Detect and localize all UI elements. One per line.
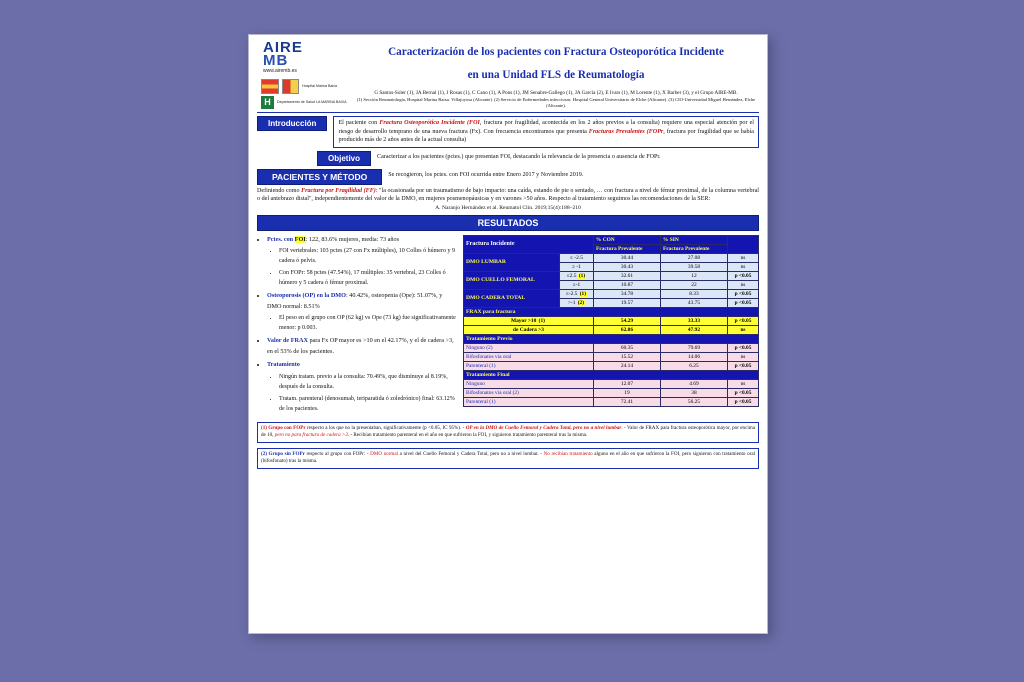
row-marker: (1) xyxy=(579,290,587,297)
cell-sin: 4.69 xyxy=(660,379,727,388)
table-group-header xyxy=(464,307,759,316)
cell-pvalue: p <0.05 xyxy=(728,289,759,298)
title-block xyxy=(353,41,759,109)
department-label: Departamento de Salud LA MARINA BAIXA xyxy=(277,100,347,105)
finding-item xyxy=(267,291,457,333)
poster-title-line2: en una Unidad FLS de Reumatología xyxy=(467,69,645,81)
cell-sin: 56.25 xyxy=(660,397,727,406)
metodo-part-2: : "la ocasionada por un traumatismo de bajo impacto: una caída, estando de pie o sentado, … con fractura a nivel de fémur proximal, de la columna vertebral o del antebrazo distal", independientemente del valor de la DMO, en mujeres posmenopáusicas y en varones >50 años. Respecto al tratamiento seguimos las recomendaciones de la SER: xyxy=(257,187,759,203)
header-con-bot: Fractura Prevalente xyxy=(593,244,660,253)
logo-block xyxy=(257,41,349,109)
cell-sin: 8.33 xyxy=(660,289,727,298)
header-p xyxy=(728,235,759,253)
group-label: FRAX para fractura xyxy=(464,307,759,316)
logo-line2: MB xyxy=(263,52,289,69)
footnote-2-end: alguno en el año en que sufrieron la FOI, pero siguieron con tratamiento oral (bifosfonato) tras la misma. xyxy=(261,450,756,465)
results-table-head xyxy=(464,235,759,253)
group-label: Tratamiento Final xyxy=(464,370,759,379)
cell-con: 10.87 xyxy=(593,280,660,289)
cell-pvalue: ns xyxy=(728,253,759,262)
finding-text xyxy=(267,236,399,243)
intro-part-2: , fractura por fragilidad, acontecida en los 2 años previos a la consulta) requiere una especial atención por el riesgo de desarrollo temprano de una nueva fractura (Fx). Con frecuencia encontramos que presenta xyxy=(338,120,754,135)
table-header-row xyxy=(464,235,759,244)
table-group-header xyxy=(464,334,759,343)
row-marker: (1) xyxy=(578,272,586,279)
poster-title-line1: Caracterización de los pacientes con Fractura Osteoporótica Incidente xyxy=(388,46,724,58)
cell-con: 19.57 xyxy=(593,298,660,307)
row-cutoff: de Cadera >3 xyxy=(464,325,594,334)
hospital-label: Hospital Marina Baixa xyxy=(302,84,337,89)
introduccion-text xyxy=(333,116,759,148)
cell-con: 62.86 xyxy=(593,325,660,334)
cell-sin: 27.08 xyxy=(660,253,727,262)
cell-sin: 6.25 xyxy=(660,361,727,370)
cell-con: 30.44 xyxy=(593,253,660,262)
finding-text-part: Osteoporosis (OP) en la DMO xyxy=(267,292,346,300)
cell-sin: 12 xyxy=(660,271,727,280)
cell-sin: 14.06 xyxy=(660,352,727,361)
table-row xyxy=(464,271,759,280)
finding-text xyxy=(267,292,442,310)
results-table-body xyxy=(464,253,759,406)
objetivo-text: Caracterizar a los pacientes (pctes.) que presentan FOI, destacando la relevancia de la presencia o ausencia de FOPr. xyxy=(377,153,661,160)
finding-text-part: FOI xyxy=(294,235,306,243)
row-cutoff: >-1 (2) xyxy=(559,298,593,307)
cell-pvalue: p <0.05 xyxy=(728,361,759,370)
row-marker: (2) xyxy=(486,344,493,351)
finding-subitem: • Con FOPr: 58 pctes (47.54%), 17 múltiples: 35 vertebral, 23 Colles ó húmero y 5 cadera ó fémur proximal. xyxy=(279,268,457,288)
logo-line1: AIRE xyxy=(263,39,303,56)
flag-icon xyxy=(261,79,279,94)
cell-sin: 79.69 xyxy=(660,343,727,352)
header-sin-bot: Fractura Prevalente xyxy=(660,244,727,253)
section-objetivo xyxy=(257,151,759,166)
row-cutoff: Bifosfonatos via oral xyxy=(464,352,594,361)
metodo-intro-text: Se recogieron, los pctes. con FOI ocurrida entre Enero 2017 y Noviembre 2019. xyxy=(388,171,584,178)
hospital-h-icon: H xyxy=(261,96,274,109)
section-pacientes-metodo xyxy=(257,169,759,185)
table-row xyxy=(464,289,759,298)
row-marker: (1) xyxy=(489,362,496,369)
finding-text xyxy=(267,361,300,368)
row-cutoff: ≥-1 xyxy=(559,280,593,289)
poster-header xyxy=(257,41,759,109)
row-marker: (2) xyxy=(512,389,519,396)
footnote-1-emph-1: OP en la DMO de Cuello Femoral y Cadera Total, pero no a nivel lumbar xyxy=(465,424,622,431)
cell-pvalue: p <0.05 xyxy=(728,343,759,352)
metodo-reference: A. Naranjo Hernández et al. Reumatol Clin. 2019;15(4):188–210 xyxy=(435,204,581,211)
cell-con: 30.43 xyxy=(593,262,660,271)
results-table-column xyxy=(463,235,759,417)
header-fractura-incidente: Fractura Incidente xyxy=(464,235,594,253)
table-row xyxy=(464,361,759,370)
cell-pvalue: p <0.05 xyxy=(728,316,759,325)
affiliation-list: (1) Sección Reumatología, Hospital Marina Baixa. Villajoyosa (Alicante). (2) Servicio de Enfermedades infecciosas. Hospital General Universitario de Elche (Alicante). (3) CIO-Universidad Miguel Hernández, Elche (Alicante). xyxy=(356,96,756,108)
footnote-2-text: respecto al grupo con FOPr: - xyxy=(304,450,371,457)
cell-con: 19 xyxy=(593,388,660,397)
row-cutoff: Bifosfonatos via oral (2) xyxy=(464,388,594,397)
cell-sin: 47.92 xyxy=(660,325,727,334)
row-cutoff: ≤ -2.5 xyxy=(559,253,593,262)
header-con-top: % CON xyxy=(593,235,660,244)
table-row xyxy=(464,379,759,388)
cell-con: 34.78 xyxy=(593,289,660,298)
cell-sin: 39.58 xyxy=(660,262,727,271)
metodo-label: PACIENTES Y MÉTODO xyxy=(257,169,382,185)
cell-pvalue: p <0.05 xyxy=(728,388,759,397)
section-introduccion xyxy=(257,116,759,148)
finding-sublist xyxy=(267,246,457,288)
cell-con: 60.35 xyxy=(593,343,660,352)
row-marker: (2) xyxy=(577,299,585,306)
intro-part-1: El paciente con xyxy=(338,120,380,126)
cell-pvalue: p <0.05 xyxy=(728,397,759,406)
footnote-1 xyxy=(257,422,759,443)
finding-text-part: Tratamiento xyxy=(267,361,300,369)
objetivo-label: Objetivo xyxy=(317,151,371,166)
cell-con: 15.52 xyxy=(593,352,660,361)
cell-con: 32.61 xyxy=(593,271,660,280)
footnote-1-key: (1) Grupo con FOPr xyxy=(261,424,306,431)
cell-pvalue: p <0.05 xyxy=(728,298,759,307)
footnote-1-emph-2: pero no para fractura de cadera >3 xyxy=(274,432,348,439)
cell-sin: 22 xyxy=(660,280,727,289)
intro-emph-2: Fracturas Prevalentes (FOPr xyxy=(588,128,664,135)
cell-pvalue: ns xyxy=(728,325,759,334)
finding-subitem: • Tratam. parenteral (denosumab, teriparatida ó zoledrónico) final: 63.12% de los pacientes. xyxy=(279,394,457,414)
emblem-icon xyxy=(282,79,299,94)
results-body xyxy=(257,235,759,417)
row-group-label: DMO CADERA TOTAL xyxy=(464,289,560,307)
footnote-2-emph-2: No recibían tratamiento xyxy=(543,450,593,457)
cell-con: 12.07 xyxy=(593,379,660,388)
footnote-2-emph-1: DMO normal xyxy=(370,450,399,457)
table-row xyxy=(464,352,759,361)
cell-pvalue: p <0.05 xyxy=(728,271,759,280)
cell-pvalue: ns xyxy=(728,280,759,289)
row-cutoff: Mayor >10 (1) xyxy=(464,316,594,325)
header-sin-top: % SIN xyxy=(660,235,727,244)
cell-sin: 43.75 xyxy=(660,298,727,307)
poster xyxy=(248,34,768,634)
row-cutoff: ≤-2.5 (1) xyxy=(559,289,593,298)
logo-row-2 xyxy=(257,96,349,109)
finding-subitem: • FOI vertebrales: 103 pctes (27 con Fx múltiples), 10 Colles ó húmero y 9 cadera ó pelvis. xyxy=(279,246,457,266)
group-label: Tratamiento Previo xyxy=(464,334,759,343)
row-cutoff: Ninguno (2) xyxy=(464,343,594,352)
findings-column xyxy=(257,235,457,417)
table-group-header xyxy=(464,370,759,379)
finding-subitem: • Ningún tratam. previo a la consulta: 70.49%, que disminuye al 8.19%, después de la consulta. xyxy=(279,372,457,392)
footnote-1-end: . - Recibían tratamiento parenteral en el año en que sufrieron la FOI, y siguieron tratamiento parenteral tras la misma. xyxy=(347,432,588,439)
metodo-part-1: Definiendo como xyxy=(257,187,302,194)
logo-url: www.airemb.es xyxy=(263,68,297,74)
cell-pvalue: ns xyxy=(728,379,759,388)
metodo-definition xyxy=(257,187,759,204)
finding-text-part: : 40.42%, osteopenia (Ope): 51.07%, y DMO normal: 8.51% xyxy=(267,292,443,310)
intro-part-3: , fractura por fragilidad que se había producido más de 2 años antes de la actual consulta) xyxy=(338,128,754,144)
table-row xyxy=(464,397,759,406)
row-cutoff: ≤2.5 (1) xyxy=(559,271,593,280)
table-row xyxy=(464,388,759,397)
cell-con: 72.41 xyxy=(593,397,660,406)
introduccion-label: Introducción xyxy=(257,116,327,131)
cell-pvalue: ns xyxy=(728,352,759,361)
logo-row-1 xyxy=(257,79,349,94)
results-table xyxy=(463,235,759,407)
cell-con: 24.14 xyxy=(593,361,660,370)
footnote-2 xyxy=(257,448,759,469)
header-divider xyxy=(257,112,759,113)
row-cutoff: Parenteral (1) xyxy=(464,397,594,406)
resultados-banner: RESULTADOS xyxy=(257,215,759,231)
aire-logo xyxy=(257,41,349,67)
row-group-label: DMO LUMBAR xyxy=(464,253,560,271)
row-cutoff: ≥ -1 xyxy=(559,262,593,271)
finding-text-part: para Fx OP mayor es >10 en el 42.17%, y el de cadera >3, en el 53% de los pacientes. xyxy=(267,337,454,355)
footnote-2-mid: a nivel del Cuello Femoral y Cadera Total, pero no a nivel lumbar. - xyxy=(398,450,544,457)
footnote-2-key: (2) Grupo sin FOPr xyxy=(261,450,305,457)
cell-sin: 38 xyxy=(660,388,727,397)
finding-sublist xyxy=(267,313,457,333)
finding-subitem: • El peso en el grupo con OP (62 kg) vs Ope (73 kg) fue significativamente menor: p 0.003. xyxy=(279,313,457,333)
finding-text-part: Pctes. con xyxy=(267,235,295,243)
table-row xyxy=(464,316,759,325)
finding-item xyxy=(267,360,457,414)
finding-text-part: Valor de FRAX xyxy=(267,337,308,345)
cell-pvalue: ns xyxy=(728,262,759,271)
findings-list xyxy=(257,235,457,414)
finding-text xyxy=(267,337,454,355)
intro-emph-1: Fractura Osteoporótica Incidente (FOI xyxy=(379,120,480,126)
finding-text-part: : 122, 83.6% mujeres, media: 73 años xyxy=(305,235,399,243)
finding-item xyxy=(267,235,457,289)
row-cutoff: Ninguno xyxy=(464,379,594,388)
footnote-1-mid: . - Valor de FRAX para fractura osteoporótica mayor, por encima de 10, xyxy=(261,424,755,439)
cell-con: 54.29 xyxy=(593,316,660,325)
footnote-1-text: respecto a los que no la presentaban, significativamente (p <0.05, IC 95%). - xyxy=(305,424,466,431)
author-list: G Santos-Soler (1), JA Bernal (1), J Rosas (1), C Cano (1), A Pons (1), JM Senabre-Gallego (1), JA García (2), E Ivars (1), M Lorente (1), X Barber (3), y el Grupo AIRE-MB. xyxy=(374,90,738,96)
finding-item xyxy=(267,336,457,357)
table-row xyxy=(464,253,759,262)
row-group-label: DMO CUELLO FEMORAL xyxy=(464,271,560,289)
row-cutoff: Parenteral (1) xyxy=(464,361,594,370)
row-marker: (1) xyxy=(489,398,496,405)
cell-sin: 33.33 xyxy=(660,316,727,325)
table-row xyxy=(464,325,759,334)
metodo-emph: Fractura por Fragilidad (FF) xyxy=(301,187,376,194)
row-marker: (1) xyxy=(538,317,545,324)
finding-sublist xyxy=(267,372,457,414)
table-row xyxy=(464,343,759,352)
